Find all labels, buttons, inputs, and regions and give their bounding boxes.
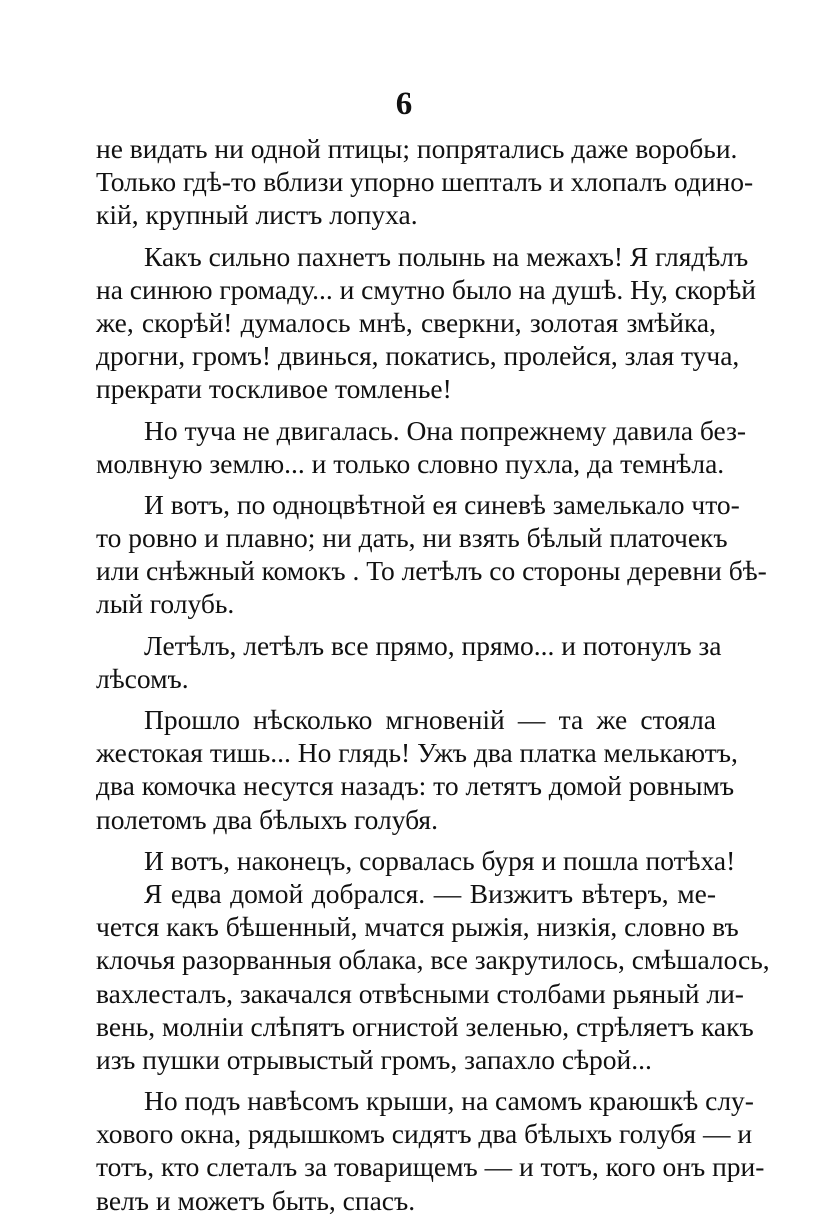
text-line: изъ пушки отрывыстый громъ, запахло сѣрой... [96, 1043, 652, 1075]
paragraph-2 [96, 240, 757, 406]
paragraph-3 [96, 414, 747, 480]
text-line: хового окна, рядышкомъ сидятъ два бѣлыхъ голубя — и [96, 1118, 753, 1150]
text-line: Летѣлъ, летѣлъ все прямо, прямо... и потонулъ за [144, 629, 722, 661]
paragraph-4 [96, 488, 767, 621]
paragraph-8 [96, 877, 770, 1076]
text-line: И вотъ, по одноцвѣтной ея синевѣ замелькало что- [144, 488, 740, 520]
text-line: лый голубь. [96, 588, 235, 620]
text-line: Какъ сильно пахнетъ полынь на межахъ! Я глядѣлъ [144, 240, 749, 272]
text-line: Но туча не двигалась. Она попрежнему давила без- [144, 414, 747, 446]
text-line: полетомъ два бѣлыхъ голубя. [96, 803, 438, 835]
text-line: вень, молніи слѣпятъ огнистой зеленью, стрѣляетъ какъ [96, 1010, 754, 1042]
text-line: жестокая тишь... Но глядь! Ужъ два платка мелькаютъ, [96, 737, 738, 769]
text-line: чется какъ бѣшенный, мчатся рыжія, низкія, словно въ [96, 911, 739, 943]
text-line: тотъ, кто слеталъ за товарищемъ — и тотъ, кого онъ при- [96, 1151, 765, 1183]
text-line: то ровно и плавно; ни дать, ни взять бѣлый платочекъ [96, 522, 728, 554]
text-line: И вотъ, наконецъ, сорвалась буря и пошла потѣха! [144, 844, 736, 876]
text-line: дрогни, громъ! двинься, покатись, пролейся, злая туча, [96, 340, 740, 372]
text-line: не видать ни одной птицы; попрятались даже воробьи. [96, 133, 738, 164]
text-line: же, скорѣй! думалось мнѣ, сверкни, золотая змѣйка, [96, 306, 716, 338]
text-line: молвную землю... и только словно пухла, да темнѣла. [96, 447, 725, 479]
text-line: вахлесталъ, закачался отвѣсными столбами рьяный ли- [96, 977, 744, 1009]
text-line: на синюю громаду... и смутно было на душѣ. Ну, скорѣй [96, 273, 757, 305]
text-line: лѣсомъ. [96, 662, 189, 694]
text-line: Я едва домой добрался. — Визжитъ вѣтеръ, ме- [144, 877, 716, 909]
body-text [96, 132, 770, 1225]
text-line: два комочка несутся назадъ: то летятъ домой ровнымъ [96, 770, 735, 802]
paragraph-1 [96, 132, 754, 232]
text-line: кій, крупный листъ лопуха. [96, 199, 418, 231]
paragraph-7 [96, 844, 736, 877]
text-line: Прошло нѣсколько мгновеній — та же стояла [144, 704, 716, 735]
text-line: прекрати тоскливое томленье! [96, 373, 452, 405]
text-line: велъ и можетъ быть, спасъ. [96, 1184, 416, 1216]
page-number: 6 [395, 86, 413, 122]
text-line: клочья разорванныя облака, все закрутилось, смѣшалось, [96, 944, 770, 976]
text-line: или снѣжный комокъ . То летѣлъ со стороны деревни бѣ- [96, 555, 767, 587]
paragraph-9 [96, 1084, 765, 1217]
text-line: Только гдѣ-то вблизи упорно шепталъ и хлопалъ одино- [96, 166, 754, 198]
text-line: Но подъ навѣсомъ крыши, на самомъ краюшкѣ слу- [144, 1085, 754, 1117]
paragraph-6 [96, 703, 738, 836]
paragraph-5 [96, 629, 722, 695]
